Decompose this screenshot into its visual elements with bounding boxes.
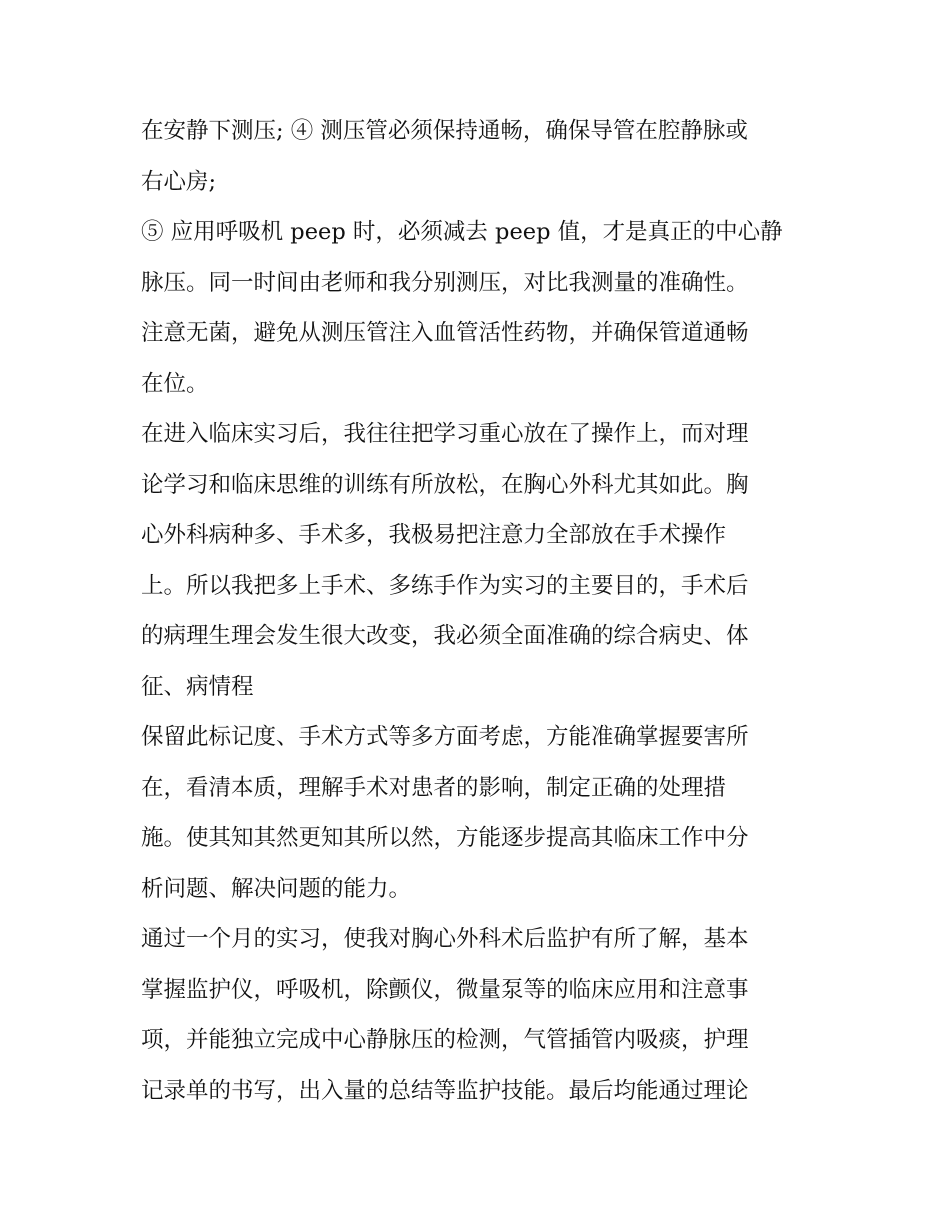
text-line: 脉压。同一时间由老师和我分别测压，对比我测量的准确性。 xyxy=(141,269,749,296)
text-line: 记录单的书写，出入量的总结等监护技能。最后均能通过理论 xyxy=(141,1077,749,1104)
text-line: 在进入临床实习后，我往往把学习重心放在了操作上，而对理 xyxy=(141,421,749,447)
text-line: 掌握监护仪，呼吸机，除颤仪，微量泵等的临床应用和注意事 xyxy=(141,976,749,1003)
text-line: 在，看清本质，理解手术对患者的影响，制定正确的处理措 xyxy=(141,774,727,801)
text-line: 征、病情程 xyxy=(141,673,254,700)
text-line: 析问题、解决问题的能力。 xyxy=(141,875,412,902)
text-line: 在位。 xyxy=(141,370,209,397)
text-line: 保留此标记度、手术方式等多方面考虑，方能准确掌握要害所 xyxy=(141,724,749,750)
text-line: 项，并能独立完成中心静脉压的检测，气管插管内吸痰，护理 xyxy=(141,1027,749,1053)
text-line: 右心房; xyxy=(141,168,217,195)
text-line: 通过一个月的实习，使我对胸心外科术后监护有所了解，基本 xyxy=(141,926,749,952)
text-line: 在安静下测压; ④ 测压管必须保持通畅，确保导管在腔静脉或 xyxy=(141,118,748,144)
text-line: 的病理生理会发生很大改变，我必须全面准确的综合病史、体 xyxy=(141,623,749,649)
body-text xyxy=(141,106,821,1116)
text-line: 施。使其知其然更知其所以然，方能逐步提高其临床工作中分 xyxy=(141,825,749,851)
text-line: 上。所以我把多上手术、多练手作为实习的主要目的，手术后 xyxy=(141,572,749,599)
text-line: 注意无菌，避免从测压管注入血管活性药物，并确保管道通畅 xyxy=(141,320,749,346)
text-line: 心外科病种多、手术多，我极易把注意力全部放在手术操作 xyxy=(141,522,727,548)
text-line: ⑤ 应用呼吸机 peep 时，必须减去 peep 值，才是真正的中心静 xyxy=(141,219,783,245)
text-line: 论学习和临床思维的训练有所放松，在胸心外科尤其如此。胸 xyxy=(141,471,749,498)
